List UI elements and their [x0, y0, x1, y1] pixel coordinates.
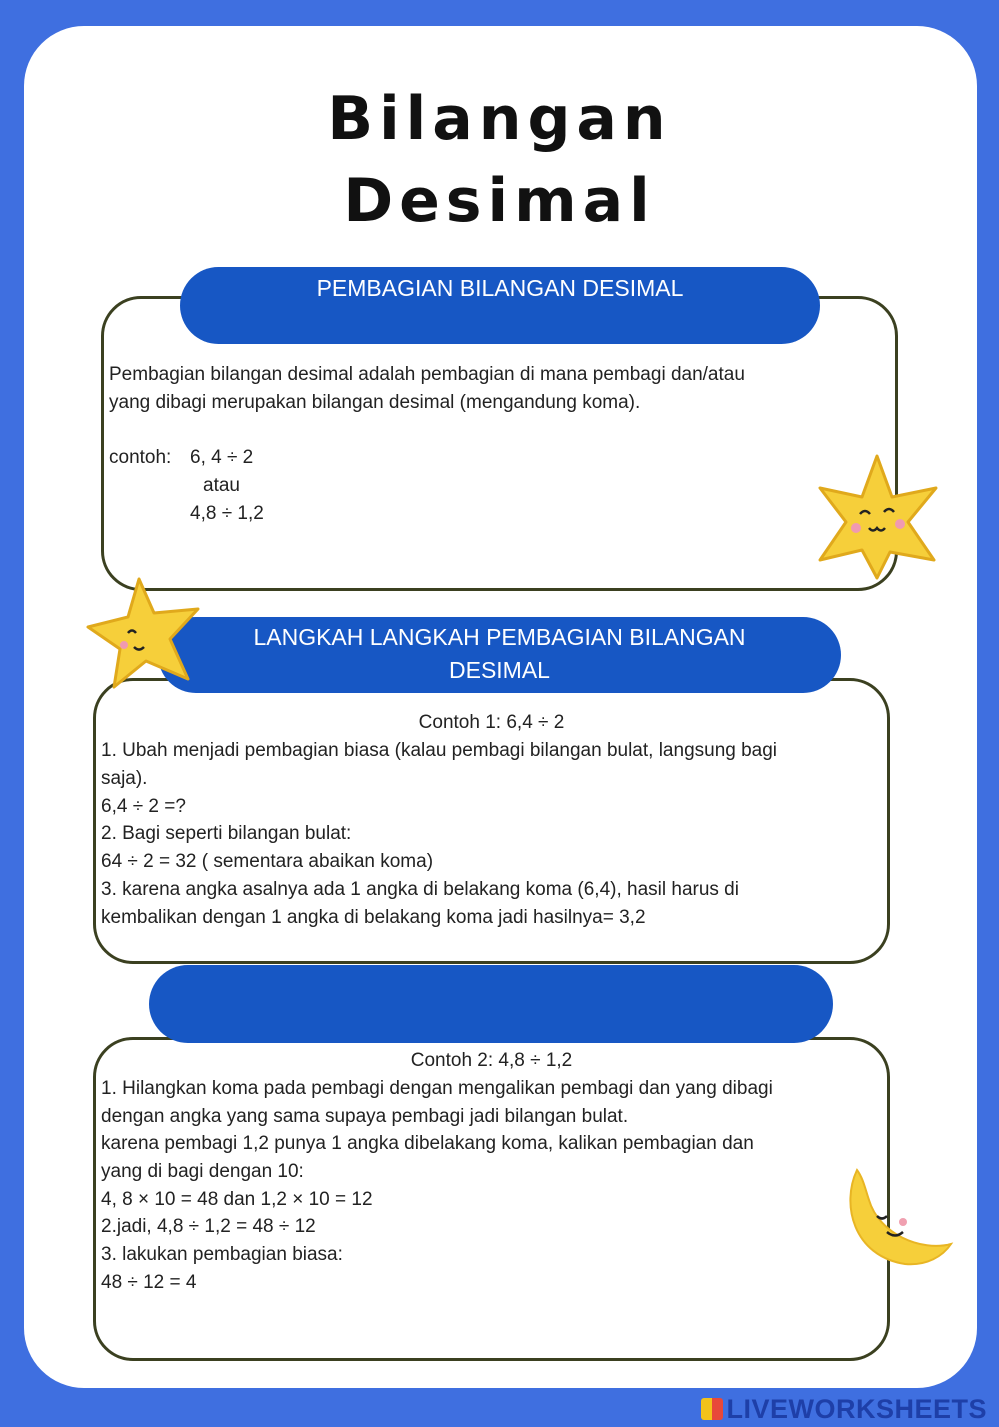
section-heading-steps-line2: DESIMAL	[449, 657, 550, 683]
example-2-title: Contoh 2: 4,8 ÷ 1,2	[410, 1050, 573, 1071]
section-heading-pill-empty	[149, 965, 833, 1043]
example-expression-2: 4,8 ÷ 1,2	[190, 503, 264, 524]
section-heading-steps-line1: LANGKAH LANGKAH PEMBAGIAN BILANGAN	[253, 624, 746, 650]
step-line: 3. karena angka asalnya ada 1 angka di belakang koma (6,4), hasil harus di	[101, 879, 739, 900]
smiling-star-icon	[812, 452, 942, 582]
logo-text: LIVEWORKSHEETS	[726, 1394, 987, 1424]
step-line: 2.jadi, 4,8 ÷ 1,2 = 48 ÷ 12	[101, 1216, 316, 1237]
step-line: yang di bagi dengan 10:	[101, 1161, 304, 1182]
step-line: 1. Hilangkan koma pada pembagi dengan mengalikan pembagi dan yang dibagi	[101, 1078, 773, 1099]
definition-text-line1: Pembagian bilangan desimal adalah pembagian di mana pembagi dan/atau	[109, 364, 745, 385]
example-expression-1: 6, 4 ÷ 2	[190, 447, 254, 468]
example-1-title: Contoh 1: 6,4 ÷ 2	[418, 712, 565, 733]
section-heading-pill	[158, 617, 841, 693]
step-line: 6,4 ÷ 2 =?	[101, 796, 186, 817]
section-heading-pill	[180, 267, 820, 344]
example-label: contoh:	[109, 447, 172, 468]
page-title-line2: Desimal	[343, 166, 656, 236]
step-line: kembalikan dengan 1 angka di belakang koma jadi hasilnya= 3,2	[101, 907, 646, 928]
step-line: 1. Ubah menjadi pembagian biasa (kalau pembagi bilangan bulat, langsung bagi	[101, 740, 778, 761]
liveworksheets-logo	[701, 1394, 987, 1425]
step-line: 2. Bagi seperti bilangan bulat:	[101, 823, 352, 844]
page-title-line1: Bilangan	[327, 84, 672, 154]
step-line: 48 ÷ 12 = 4	[101, 1272, 197, 1293]
step-line: karena pembagi 1,2 punya 1 angka dibelakang koma, kalikan pembagian dan	[101, 1133, 754, 1154]
step-line: 4, 8 × 10 = 48 dan 1,2 × 10 = 12	[101, 1189, 373, 1210]
step-line: 64 ÷ 2 = 32 ( sementara abaikan koma)	[101, 851, 434, 872]
example-or-text: atau	[203, 475, 240, 496]
step-line: 3. lakukan pembagian biasa:	[101, 1244, 343, 1265]
sleeping-moon-icon	[843, 1160, 955, 1272]
step-line: dengan angka yang sama supaya pembagi jadi bilangan bulat.	[101, 1106, 629, 1127]
section-heading-definition: PEMBAGIAN BILANGAN DESIMAL	[316, 275, 684, 301]
smiling-star-icon	[84, 575, 204, 695]
step-line: saja).	[101, 768, 148, 789]
liveworksheets-logo-icon	[701, 1398, 723, 1420]
definition-text-line2: yang dibagi merupakan bilangan desimal (mengandung koma).	[109, 392, 641, 413]
